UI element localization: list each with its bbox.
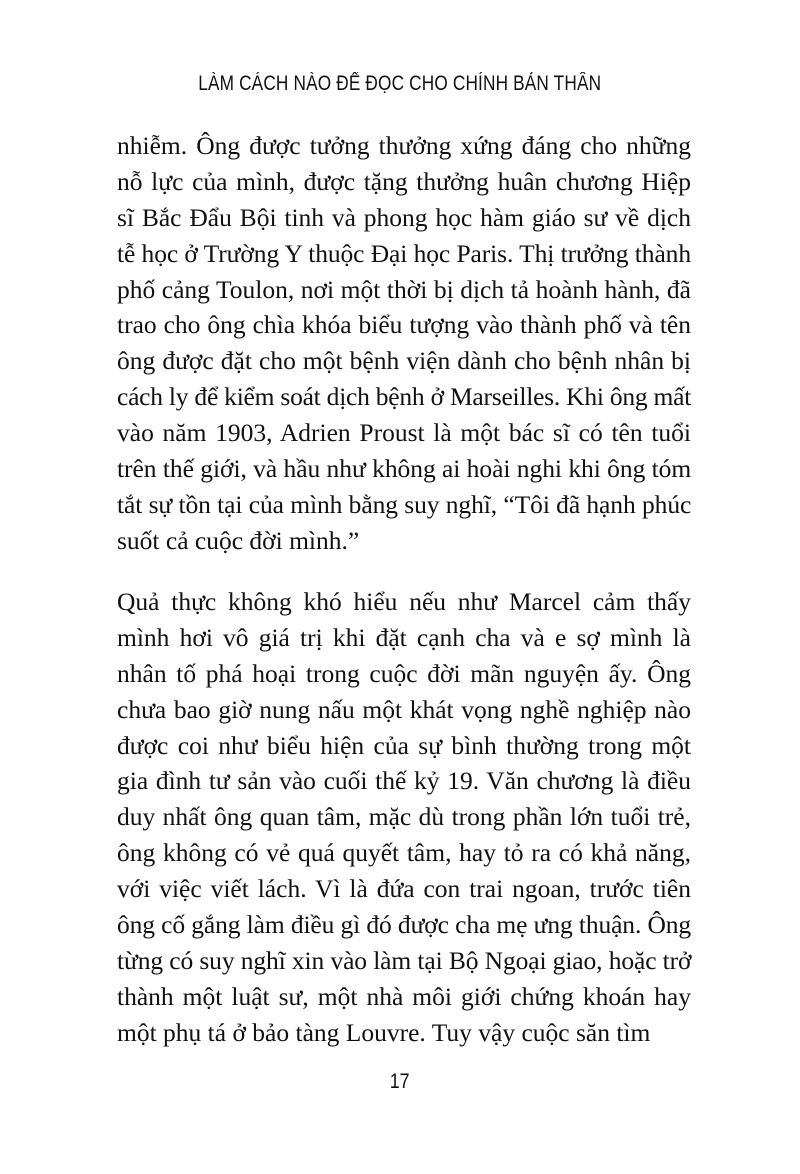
paragraph-1 [117,128,691,559]
text-line: nhân tố phá hoại trong cuộc đời mãn nguyện ấy. Ông [117,658,691,688]
text-line: ông cố gắng làm điều gì đó được cha mẹ ưng thuận. Ông [117,910,692,940]
running-title: LÀM CÁCH NÀO ĐỂ ĐỌC CHO CHÍNH BẢN THÂN [198,72,602,95]
text-line: phố cảng Toulon, nơi một thời bị dịch tả hoành hành, đã [117,274,691,304]
text-line: gia đình tư sản vào cuối thế kỷ 19. Văn chương là điều [117,766,691,796]
text-line: chưa bao giờ nung nấu một khát vọng nghề nghiệp nào [117,694,691,724]
text-line: tắt sự tồn tại của mình bằng suy nghĩ, “Tôi đã hạnh phúc [117,489,692,519]
text-line: duy nhất ông quan tâm, mặc dù trong phần lớn tuổi trẻ, [117,802,691,832]
text-line: suốt cả cuộc đời mình.” [117,525,360,555]
text-line: sĩ Bắc Đẩu Bội tinh và phong học hàm giáo sư về dịch [117,202,691,232]
text-line: với việc viết lách. Vì là đứa con trai ngoan, trước tiên [117,874,691,904]
text-line: cách ly để kiểm soát dịch bệnh ở Marseilles. Khi ông mất [117,382,692,412]
running-header [0,72,800,96]
text-line: trên thế giới, và hầu như không ai hoài nghi khi ông tóm [117,454,692,484]
text-line: được coi như biểu hiện của sự bình thường trong một [117,730,691,760]
text-line: ông không có vẻ quá quyết tâm, hay tỏ ra có khả năng, [117,838,691,868]
text-line: từng có suy nghĩ xin vào làm tại Bộ Ngoại giao, hoặc trở [117,945,692,975]
text-line: nhiễm. Ông được tưởng thưởng xứng đáng cho những [117,131,691,160]
text-line: tễ học ở Trường Y thuộc Đại học Paris. Thị trưởng thành [117,238,691,268]
paragraph-2 [117,584,691,1051]
text-line: trao cho ông chìa khóa biểu tượng vào thành phố và tên [117,310,691,340]
text-line: vào năm 1903, Adrien Proust là một bác sĩ có tên tuổi [117,418,691,448]
text-line: thành một luật sư, một nhà môi giới chứng khoán hay [117,981,691,1011]
text-line: Quả thực không khó hiểu nếu như Marcel cảm thấy [117,587,691,616]
text-line: mình hơi vô giá trị khi đặt cạnh cha và e sợ mình là [117,622,691,652]
text-line: một phụ tá ở bảo tàng Louvre. Tuy vậy cuộc săn tìm [117,1017,651,1047]
text-line: ông được đặt cho một bệnh viện dành cho bệnh nhân bị [117,346,691,376]
page-number [0,1070,800,1094]
page-number-text: 17 [390,1070,410,1093]
text-line: nỗ lực của mình, được tặng thưởng huân chương Hiệp [117,166,691,196]
